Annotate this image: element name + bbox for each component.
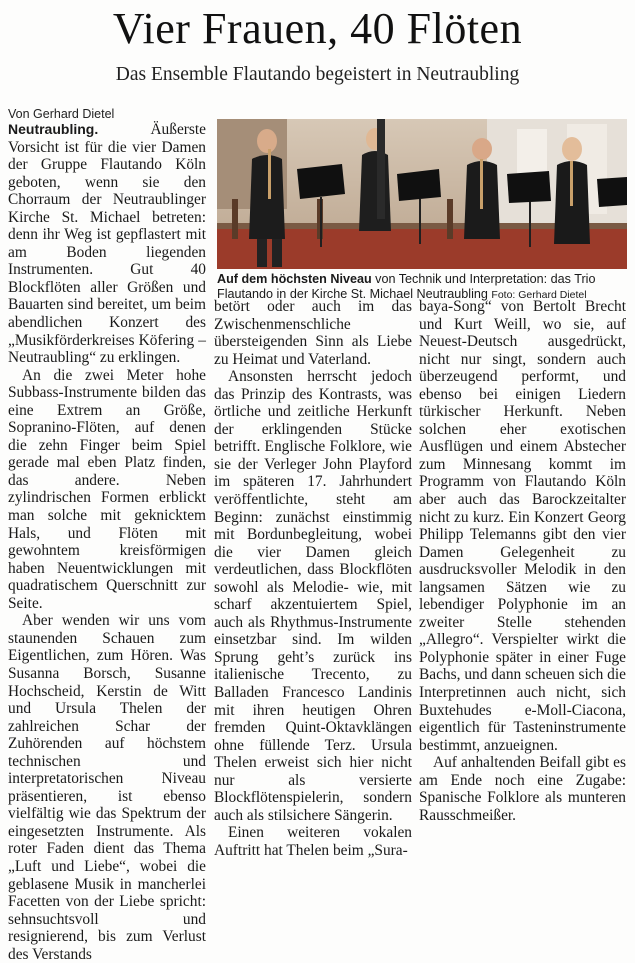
paragraph: An die zwei Meter hohe Subbass-Instrumente bilden das eine Extrem an Größe, Sopranino-Flöten, auf denen die zehn Finger beim Spiel gerade mal eben Platz finden, das andere. Neben zylindrischen Formen erblickt man solche mit geknicktem Hals, und Flöten mit gewohntem kreisförmigen haben Neuentwicklungen mit quadratischem Querschnitt zur Seite. bbox=[8, 366, 206, 612]
text-column-3 bbox=[419, 298, 626, 824]
caption-text: von Technik und Interpretation: das Trio Flautando in der Kirche St. Michael Neutraubling bbox=[217, 272, 596, 301]
dateline: Neutraubling. bbox=[8, 121, 99, 137]
paragraph: Ansonsten herrscht jedoch das Prinzip des Kontrasts, was örtliche und zeitliche Herkunft der erklingenden Stücke betrifft. Englische Folklore, wie sie der Verleger John Playford im späteren 17. Jahrhundert veröffentlichte, steht am Beginn: zunächst einstimmig mit Bordunbegleitung, wobei die vier Damen gleich verdeutlichen, dass Blockflöten sowohl als Melodie- wie, mit scharf akzentuiertem Spiel, auch als Rhythmus-Instrumente einsetzbar sind. Im wilden Sprung geht’s zurück ins italienische Trecento, zu Balladen Francesco Landinis mit ihren heutigen Ohren fremden Quint-Oktavklängen ohne füllende Terz. Ursula Thelen erweist sich hier nicht nur als versierte Blockflötenspielerin, sondern auch als stilsichere Sängerin. bbox=[214, 368, 412, 824]
article-byline: Von Gerhard Dietel bbox=[8, 107, 115, 121]
text-column-2 bbox=[214, 298, 412, 860]
concert-photo-image bbox=[217, 119, 627, 269]
paragraph: Auf anhaltenden Beifall gibt es am Ende noch eine Zugabe: Spanische Folklore als munteren Rausschmeißer. bbox=[419, 754, 626, 824]
caption-lead: Auf dem höchsten Niveau bbox=[217, 272, 372, 286]
article-headline: Vier Frauen, 40 Flöten bbox=[112, 4, 523, 53]
paragraph-text: Äußerste Vorsicht ist für die vier Damen der Gruppe Flautando Köln geboten, wenn sie den Chorraum der Neutraublinger Kirche St. Michael betreten: denn ihr Weg ist gepflastert mit am Boden liegenden Instrumenten. Gut 40 Blockflöten aller Größen und Bauarten sind bereitet, um beim abendlichen Konzert des „Musikförderkreises Köfering – Neutraubling“ zu erklingen. bbox=[8, 121, 206, 367]
paragraph: betört oder auch im das Zwischenmenschliche übersteigenden Sinn als Liebe zu Heimat und Vaterland. bbox=[214, 298, 412, 368]
paragraph: baya-Song“ von Bertolt Brecht und Kurt Weill, wo sie, auf Neuest-Deutsch ausgedrückt, nicht nur singt, sondern auch überzeugend performt, und ebenso bei einigen Liedern türkischer Herkunft. Neben solchen eher exotischen Ausflügen und einem Abstecher zum Minnesang kommt im Programm von Flautando Köln aber auch das Barockzeitalter nicht zu kurz. Ein Konzert Georg Philipp Telemanns gibt den vier Damen Gelegenheit zu ausdrucksvoller Melodik in den langsamen Sätzen wie zu lebendiger Polyphonie im an zweiter Stelle stehenden „Allegro“. Verspielter wirkt die Polyphonie später in einer Fuge Bachs, und dann scheuen sich die Interpretinnen auch nicht, sich Buxtehudes e-Moll-Ciacona, eigentlich für Tasteninstrumente bestimmt, anzueignen. bbox=[419, 298, 626, 754]
article-subheadline: Das Ensemble Flautando begeistert in Neutraubling bbox=[115, 64, 520, 85]
paragraph bbox=[8, 121, 206, 367]
text-column-1 bbox=[8, 121, 206, 963]
paragraph: Einen weiteren vokalen Auftritt hat Thelen beim „Sura- bbox=[214, 824, 412, 859]
photo-credit: Foto: Gerhard Dietel bbox=[491, 289, 587, 301]
concert-photo bbox=[217, 119, 627, 269]
paragraph: Aber wenden wir uns vom staunenden Schauen zum Eigentlichen, zum Hören. Was Susanna Borsch, Susanne Hochscheid, Kerstin de Witt und Ursula Thelen der zahlreichen Schar der Zuhörenden auf höchstem technischen und interpretatorischen Niveau präsentieren, ist ebenso vielfältig wie das Spektrum der eingesetzten Instrumente. Als roter Faden dient das Thema „Luft und Liebe“, wobei die geblasene Musik in mancherlei Facetten von der Liebe spricht: sehnsuchtsvoll und resignierend, bis zum Verlust des Verstands bbox=[8, 612, 206, 963]
